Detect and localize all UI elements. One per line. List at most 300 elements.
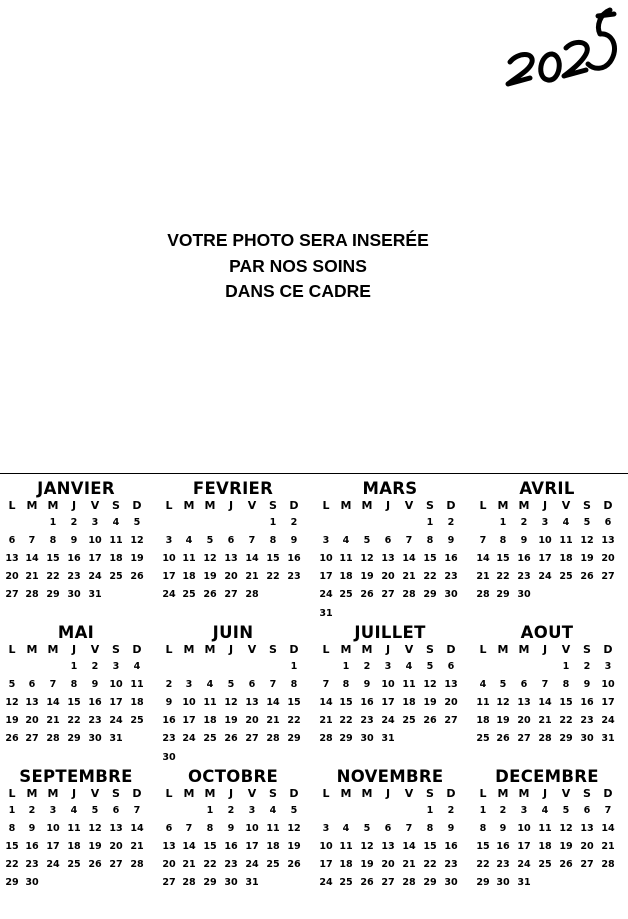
day-cell: 19 — [360, 571, 374, 583]
day-cell: 29 — [339, 733, 353, 745]
day-cell: 8 — [70, 679, 78, 691]
day-cell: 16 — [25, 841, 39, 853]
day-cell: 13 — [109, 823, 123, 835]
day-cell: 20 — [5, 571, 19, 583]
day-cell: 22 — [423, 859, 437, 871]
day-cell: 6 — [8, 535, 16, 547]
weekday-header: D — [446, 787, 456, 800]
weekday-header: V — [90, 787, 100, 800]
day-cell: 28 — [130, 859, 144, 871]
day-cell: 19 — [5, 715, 19, 727]
day-cell: 1 — [562, 661, 570, 672]
day-cell: 9 — [70, 535, 78, 547]
day-cell: 26 — [496, 733, 510, 745]
day-cell: 25 — [339, 877, 353, 889]
weekday-header: M — [518, 499, 530, 512]
day-cell: 5 — [206, 535, 214, 547]
day-cell: 5 — [499, 679, 507, 691]
day-cell: 10 — [109, 679, 123, 691]
day-cell: 24 — [245, 859, 259, 871]
day-cell: 27 — [381, 589, 395, 601]
day-cell: 11 — [559, 535, 573, 547]
day-cell: 18 — [476, 715, 490, 727]
weekday-header: M — [340, 787, 352, 800]
weekday-header: M — [183, 643, 195, 656]
day-cell: 22 — [287, 715, 301, 727]
day-cell: 28 — [476, 589, 490, 601]
year-logo — [500, 4, 624, 90]
day-cell: 11 — [67, 823, 81, 835]
day-cell: 4 — [342, 535, 350, 547]
day-cell: 11 — [182, 553, 196, 565]
weekday-header: D — [132, 499, 142, 512]
day-cell: 17 — [319, 859, 333, 871]
day-cell: 6 — [165, 823, 173, 835]
day-cell: 3 — [322, 535, 330, 547]
weekday-header: V — [404, 643, 414, 656]
day-cell: 18 — [182, 571, 196, 583]
day-cell: 11 — [402, 679, 416, 691]
day-cell: 29 — [423, 877, 437, 889]
day-cell: 17 — [162, 571, 176, 583]
day-cell: 7 — [479, 535, 487, 547]
day-cell: 2 — [91, 661, 99, 672]
weekday-header: J — [228, 643, 234, 656]
day-cell: 27 — [25, 733, 39, 745]
day-cell: 14 — [130, 823, 144, 835]
day-cell: 1 — [8, 805, 16, 816]
day-cell: 22 — [339, 715, 353, 727]
day-cell: 11 — [538, 823, 552, 835]
day-cell: 16 — [360, 697, 374, 709]
day-cell: 6 — [520, 679, 528, 691]
day-cell: 3 — [520, 805, 528, 816]
day-cell: 2 — [583, 661, 591, 672]
day-cell: 15 — [5, 841, 19, 853]
day-cell: 28 — [319, 733, 333, 745]
day-cell: 30 — [25, 877, 39, 889]
day-cell: 18 — [538, 841, 552, 853]
day-cell: 4 — [70, 805, 78, 816]
weekday-header: S — [583, 787, 591, 800]
day-cell: 25 — [203, 733, 217, 745]
day-cell: 9 — [363, 679, 371, 691]
weekday-header: S — [426, 499, 434, 512]
weekday-header: J — [542, 499, 548, 512]
day-cell: 19 — [88, 841, 102, 853]
day-cell: 6 — [583, 805, 591, 816]
weekday-header: L — [479, 499, 487, 512]
day-cell: 30 — [88, 733, 102, 745]
day-cell: 14 — [245, 553, 259, 565]
day-cell: 23 — [287, 571, 301, 583]
day-cell: 11 — [339, 553, 353, 565]
day-cell: 13 — [381, 841, 395, 853]
day-cell: 5 — [363, 535, 371, 547]
weekday-header: V — [561, 787, 571, 800]
day-cell: 29 — [287, 733, 301, 745]
day-cell: 27 — [224, 589, 238, 601]
day-cell: 11 — [339, 841, 353, 853]
day-cell: 22 — [476, 859, 490, 871]
weekday-header: M — [361, 787, 373, 800]
weekday-header: S — [269, 499, 277, 512]
day-cell: 15 — [423, 841, 437, 853]
day-cell: 28 — [182, 877, 196, 889]
day-cell: 8 — [342, 679, 350, 691]
day-cell: 15 — [559, 697, 573, 709]
day-cell: 25 — [476, 733, 490, 745]
day-cell: 27 — [162, 877, 176, 889]
day-cell: 23 — [88, 715, 102, 727]
day-cell: 20 — [25, 715, 39, 727]
day-cell: 8 — [8, 823, 16, 835]
day-cell: 17 — [319, 571, 333, 583]
day-cell: 3 — [322, 823, 330, 835]
day-cell: 18 — [402, 697, 416, 709]
day-cell: 5 — [133, 517, 141, 528]
day-cell: 22 — [46, 571, 60, 583]
day-cell: 8 — [49, 535, 57, 547]
day-cell: 20 — [444, 697, 458, 709]
day-cell: 6 — [28, 679, 36, 691]
day-cell: 1 — [206, 805, 214, 816]
day-cell: 3 — [604, 661, 612, 672]
day-cell: 31 — [381, 733, 395, 745]
day-cell: 7 — [541, 679, 549, 691]
day-cell: 28 — [538, 733, 552, 745]
day-cell: 23 — [496, 859, 510, 871]
day-cell: 12 — [360, 553, 374, 565]
day-cell: 22 — [67, 715, 81, 727]
day-cell: 12 — [423, 679, 437, 691]
day-cell: 28 — [245, 589, 259, 601]
day-cell: 14 — [476, 553, 490, 565]
month-name: AVRIL — [519, 479, 575, 498]
day-cell: 21 — [538, 715, 552, 727]
day-cell: 7 — [604, 805, 612, 816]
day-cell: 23 — [25, 859, 39, 871]
day-cell: 29 — [5, 877, 19, 889]
day-cell: 27 — [580, 859, 594, 871]
month-name: AOUT — [520, 623, 574, 642]
day-cell: 8 — [426, 823, 434, 835]
day-cell: 17 — [517, 841, 531, 853]
day-cell: 25 — [67, 859, 81, 871]
day-cell: 11 — [130, 679, 144, 691]
weekday-header: D — [132, 643, 142, 656]
day-cell: 5 — [290, 805, 298, 816]
weekday-header: L — [322, 499, 330, 512]
day-cell: 20 — [162, 859, 176, 871]
weekday-header: L — [8, 643, 16, 656]
day-cell: 30 — [496, 877, 510, 889]
day-cell: 5 — [91, 805, 99, 816]
weekday-header: D — [446, 643, 456, 656]
day-cell: 19 — [130, 553, 144, 565]
day-cell: 26 — [423, 715, 437, 727]
day-cell: 9 — [583, 679, 591, 691]
day-cell: 26 — [360, 589, 374, 601]
day-cell: 5 — [363, 823, 371, 835]
day-cell: 13 — [245, 697, 259, 709]
day-cell: 7 — [322, 679, 330, 691]
weekday-header: M — [497, 787, 509, 800]
day-cell: 5 — [583, 517, 591, 528]
day-cell: 2 — [70, 517, 78, 528]
weekday-header: S — [583, 499, 591, 512]
day-cell: 12 — [287, 823, 301, 835]
day-cell: 31 — [517, 877, 531, 889]
weekday-header: M — [183, 499, 195, 512]
day-cell: 18 — [559, 553, 573, 565]
day-cell: 24 — [319, 589, 333, 601]
weekday-header: S — [426, 787, 434, 800]
day-cell: 17 — [182, 715, 196, 727]
day-cell: 21 — [25, 571, 39, 583]
weekday-header: M — [183, 787, 195, 800]
day-cell: 18 — [130, 697, 144, 709]
day-cell: 3 — [185, 679, 193, 691]
weekday-header: J — [228, 787, 234, 800]
day-cell: 1 — [269, 517, 277, 528]
day-cell: 2 — [165, 679, 173, 691]
day-cell: 2 — [447, 517, 455, 528]
weekday-header: M — [204, 499, 216, 512]
day-cell: 21 — [402, 571, 416, 583]
day-cell: 24 — [88, 571, 102, 583]
day-cell: 15 — [46, 553, 60, 565]
day-cell: 17 — [109, 697, 123, 709]
day-cell: 1 — [499, 517, 507, 528]
weekday-header: D — [289, 499, 299, 512]
day-cell: 3 — [91, 517, 99, 528]
day-cell: 14 — [46, 697, 60, 709]
day-cell: 30 — [360, 733, 374, 745]
day-cell: 14 — [601, 823, 615, 835]
weekday-header: J — [385, 643, 391, 656]
day-cell: 13 — [517, 697, 531, 709]
weekday-header: L — [165, 499, 173, 512]
day-cell: 19 — [423, 697, 437, 709]
day-cell: 9 — [91, 679, 99, 691]
weekday-header: L — [165, 643, 173, 656]
day-cell: 17 — [601, 697, 615, 709]
weekday-header: M — [204, 787, 216, 800]
weekday-header: J — [542, 643, 548, 656]
day-cell: 24 — [381, 715, 395, 727]
day-cell: 19 — [580, 553, 594, 565]
day-cell: 8 — [499, 535, 507, 547]
day-cell: 12 — [5, 697, 19, 709]
day-cell: 1 — [342, 661, 350, 672]
day-cell: 9 — [447, 823, 455, 835]
weekday-header: D — [289, 643, 299, 656]
day-cell: 13 — [381, 553, 395, 565]
day-cell: 7 — [49, 679, 57, 691]
weekday-header: M — [497, 499, 509, 512]
day-cell: 10 — [182, 697, 196, 709]
day-cell: 6 — [384, 823, 392, 835]
day-cell: 26 — [88, 859, 102, 871]
day-cell: 22 — [496, 571, 510, 583]
day-cell: 4 — [112, 517, 120, 528]
day-cell: 20 — [109, 841, 123, 853]
day-cell: 2 — [447, 805, 455, 816]
day-cell: 8 — [206, 823, 214, 835]
day-cell: 22 — [203, 859, 217, 871]
day-cell: 15 — [67, 697, 81, 709]
day-cell: 23 — [517, 571, 531, 583]
day-cell: 7 — [405, 535, 413, 547]
day-cell: 7 — [248, 535, 256, 547]
weekday-header: M — [340, 499, 352, 512]
day-cell: 27 — [381, 877, 395, 889]
day-cell: 7 — [405, 823, 413, 835]
day-cell: 15 — [339, 697, 353, 709]
day-cell: 29 — [476, 877, 490, 889]
month-name: JANVIER — [37, 479, 115, 498]
day-cell: 21 — [319, 715, 333, 727]
day-cell: 16 — [496, 841, 510, 853]
photo-message-line-3: DANS CE CADRE — [225, 281, 371, 301]
weekday-header: M — [518, 787, 530, 800]
day-cell: 30 — [67, 589, 81, 601]
day-cell: 8 — [426, 535, 434, 547]
weekday-header: D — [603, 787, 613, 800]
month-name: SEPTEMBRE — [19, 767, 133, 786]
day-cell: 12 — [559, 823, 573, 835]
day-cell: 8 — [562, 679, 570, 691]
weekday-header: J — [71, 499, 77, 512]
day-cell: 1 — [290, 661, 298, 672]
day-cell: 7 — [269, 679, 277, 691]
day-cell: 24 — [46, 859, 60, 871]
day-cell: 24 — [517, 859, 531, 871]
weekday-header: V — [90, 643, 100, 656]
day-cell: 12 — [88, 823, 102, 835]
day-cell: 4 — [541, 805, 549, 816]
day-cell: 1 — [426, 517, 434, 528]
weekday-header: J — [542, 787, 548, 800]
day-cell: 30 — [517, 589, 531, 601]
day-cell: 2 — [28, 805, 36, 816]
day-cell: 20 — [580, 841, 594, 853]
day-cell: 23 — [444, 859, 458, 871]
day-cell: 16 — [444, 553, 458, 565]
day-cell: 28 — [266, 733, 280, 745]
day-cell: 27 — [5, 589, 19, 601]
day-cell: 24 — [182, 733, 196, 745]
day-cell: 18 — [339, 859, 353, 871]
day-cell: 24 — [109, 715, 123, 727]
day-cell: 28 — [25, 589, 39, 601]
weekday-header: J — [71, 643, 77, 656]
day-cell: 22 — [266, 571, 280, 583]
day-cell: 10 — [538, 535, 552, 547]
day-cell: 13 — [5, 553, 19, 565]
day-cell: 31 — [109, 733, 123, 745]
weekday-header: S — [112, 499, 120, 512]
day-cell: 29 — [67, 733, 81, 745]
day-cell: 4 — [206, 679, 214, 691]
month-name: MARS — [362, 479, 418, 498]
day-cell: 20 — [517, 715, 531, 727]
day-cell: 11 — [266, 823, 280, 835]
day-cell: 12 — [496, 697, 510, 709]
day-cell: 29 — [496, 589, 510, 601]
weekday-header: S — [112, 787, 120, 800]
day-cell: 5 — [8, 679, 16, 691]
month-name: JUIN — [212, 623, 254, 642]
day-cell: 12 — [360, 841, 374, 853]
day-cell: 10 — [381, 679, 395, 691]
day-cell: 13 — [444, 679, 458, 691]
day-cell: 17 — [381, 697, 395, 709]
weekday-header: M — [26, 787, 38, 800]
weekday-header: M — [204, 643, 216, 656]
day-cell: 28 — [402, 589, 416, 601]
day-cell: 16 — [88, 697, 102, 709]
weekday-header: J — [385, 499, 391, 512]
day-cell: 11 — [476, 697, 490, 709]
weekday-header: L — [322, 787, 330, 800]
day-cell: 9 — [227, 823, 235, 835]
day-cell: 31 — [319, 607, 333, 619]
day-cell: 26 — [224, 733, 238, 745]
weekday-header: M — [340, 643, 352, 656]
day-cell: 27 — [601, 571, 615, 583]
day-cell: 16 — [162, 715, 176, 727]
month-name: DECEMBRE — [495, 767, 599, 786]
day-cell: 9 — [290, 535, 298, 547]
day-cell: 27 — [245, 733, 259, 745]
day-cell: 8 — [290, 679, 298, 691]
day-cell: 26 — [559, 859, 573, 871]
day-cell: 18 — [67, 841, 81, 853]
weekday-header: D — [603, 643, 613, 656]
day-cell: 14 — [319, 697, 333, 709]
day-cell: 17 — [46, 841, 60, 853]
day-cell: 17 — [245, 841, 259, 853]
day-cell: 9 — [520, 535, 528, 547]
day-cell: 30 — [162, 751, 176, 763]
day-cell: 20 — [601, 553, 615, 565]
day-cell: 14 — [182, 841, 196, 853]
day-cell: 1 — [49, 517, 57, 528]
day-cell: 23 — [360, 715, 374, 727]
weekday-header: M — [47, 643, 59, 656]
day-cell: 19 — [496, 715, 510, 727]
day-cell: 16 — [444, 841, 458, 853]
day-cell: 26 — [5, 733, 19, 745]
day-cell: 13 — [601, 535, 615, 547]
day-cell: 19 — [203, 571, 217, 583]
day-cell: 18 — [203, 715, 217, 727]
day-cell: 15 — [476, 841, 490, 853]
day-cell: 20 — [224, 571, 238, 583]
day-cell: 1 — [70, 661, 78, 672]
day-cell: 2 — [290, 517, 298, 528]
day-cell: 6 — [248, 679, 256, 691]
day-cell: 23 — [224, 859, 238, 871]
month-name: NOVEMBRE — [336, 767, 444, 786]
day-cell: 3 — [49, 805, 57, 816]
day-cell: 29 — [203, 877, 217, 889]
day-cell: 10 — [319, 841, 333, 853]
weekday-header: V — [561, 499, 571, 512]
day-cell: 14 — [25, 553, 39, 565]
